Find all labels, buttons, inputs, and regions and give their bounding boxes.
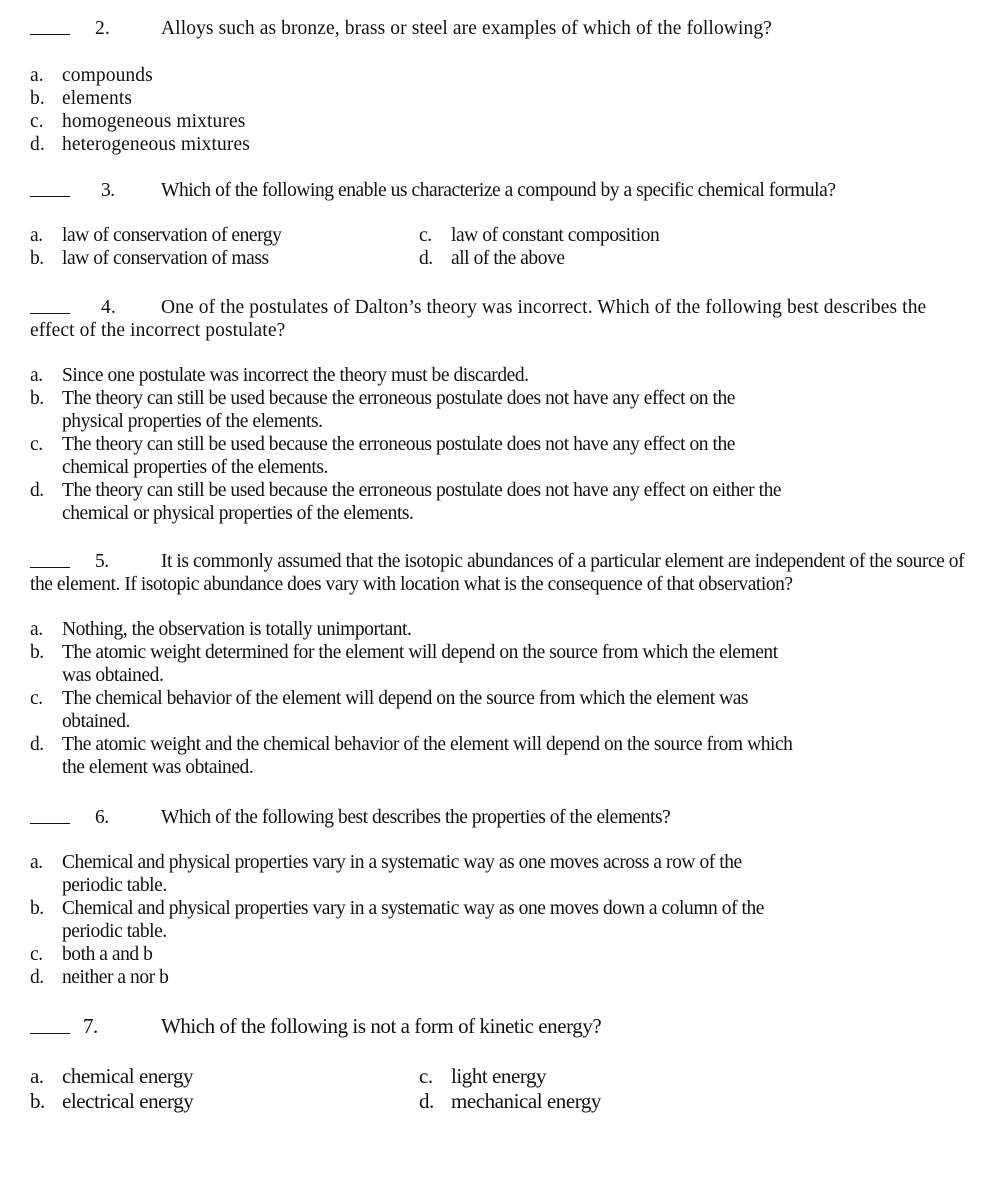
question-2 <box>30 17 970 156</box>
choice-d <box>30 733 800 779</box>
choice-letter: c. <box>419 1064 433 1088</box>
question-stem: Which of the following best describes the properties of the elements? <box>161 807 671 828</box>
choice-d <box>30 479 800 525</box>
choice-a <box>30 618 800 641</box>
choice-text: mechanical energy <box>451 1089 601 1113</box>
choice-letter: c. <box>419 225 432 246</box>
choice-c <box>419 1064 546 1089</box>
choice-letter: d. <box>30 967 44 988</box>
choice-letter: c. <box>30 688 43 709</box>
choice-text: light energy <box>451 1064 547 1088</box>
choice-text: law of conservation of energy <box>62 225 282 246</box>
choice-text: Nothing, the observation is totally unimportant. <box>62 619 412 640</box>
choice-d <box>419 247 565 270</box>
choice-text: The chemical behavior of the element will depend on the source from which the element was obtained. <box>62 688 749 732</box>
answer-choices <box>30 64 970 156</box>
choice-text: chemical energy <box>62 1064 194 1088</box>
choice-text: The theory can still be used because the erroneous postulate does not have any effect on the physical properties of the elements. <box>62 388 735 432</box>
choice-text: homogeneous mixtures <box>62 111 246 132</box>
question-stem-line <box>30 1014 970 1039</box>
question-stem: Which of the following enable us characterize a compound by a specific chemical formula? <box>161 180 836 201</box>
choice-b <box>30 897 800 943</box>
choice-b <box>30 1089 193 1114</box>
choice-letter: a. <box>30 852 43 873</box>
question-3 <box>30 179 970 270</box>
choice-d <box>30 966 800 989</box>
choice-letter: c. <box>30 111 44 132</box>
choice-letter: d. <box>419 248 433 269</box>
choice-c <box>30 433 800 479</box>
choice-b <box>30 247 269 270</box>
question-number: 3. <box>101 180 115 201</box>
choice-c <box>30 943 800 966</box>
choice-a <box>30 224 281 247</box>
choice-text: The theory can still be used because the erroneous postulate does not have any effect on either the chemical or physical properties of the elements. <box>62 480 782 524</box>
choice-b <box>30 87 970 110</box>
question-number: 5. <box>95 551 109 572</box>
choice-c <box>30 687 800 733</box>
question-4 <box>30 296 965 525</box>
question-6 <box>30 806 970 989</box>
choice-a <box>30 64 970 87</box>
choice-letter: a. <box>30 225 43 246</box>
answer-blank[interactable] <box>30 806 70 824</box>
choice-text: Chemical and physical properties vary in a systematic way as one moves down a column of the periodic table. <box>62 898 765 942</box>
question-5 <box>30 550 970 779</box>
choice-text: The atomic weight and the chemical behavior of the element will depend on the source from which the element was obtained. <box>62 734 793 778</box>
answer-blank[interactable] <box>30 296 70 314</box>
choice-letter: a. <box>30 65 44 86</box>
choice-text: The atomic weight determined for the element will depend on the source from which the element was obtained. <box>62 642 778 686</box>
question-stem: Which of the following is not a form of kinetic energy? <box>161 1014 602 1038</box>
question-number: 7. <box>83 1014 98 1038</box>
choice-letter: a. <box>30 365 43 386</box>
choice-text: elements <box>62 88 133 109</box>
choice-text: law of constant composition <box>451 225 660 246</box>
choice-letter: d. <box>30 480 44 501</box>
answer-blank[interactable] <box>30 17 70 35</box>
answer-blank[interactable] <box>30 1014 70 1034</box>
choice-b <box>30 387 800 433</box>
choice-letter: c. <box>30 944 43 965</box>
choice-letter: d. <box>30 134 45 155</box>
question-number: 6. <box>95 807 109 828</box>
choice-letter: b. <box>30 248 44 269</box>
choice-text: law of conservation of mass <box>62 248 269 269</box>
choice-letter: b. <box>30 88 45 109</box>
question-stem: It is commonly assumed that the isotopic abundances of a particular element are independent of the source of the element. If isotopic abundance does vary with location what is the consequence of that observation? <box>30 551 965 595</box>
choice-letter: c. <box>30 434 43 455</box>
choice-text: electrical energy <box>62 1089 194 1113</box>
answer-choices <box>30 851 800 989</box>
choice-text: The theory can still be used because the erroneous postulate does not have any effect on the chemical properties of the elements. <box>62 434 735 478</box>
choice-letter: d. <box>30 734 44 755</box>
choice-c <box>30 110 970 133</box>
choice-letter: d. <box>419 1089 434 1113</box>
choice-letter: a. <box>30 1064 44 1088</box>
choice-letter: b. <box>30 898 44 919</box>
choice-letter: b. <box>30 642 44 663</box>
choice-letter: b. <box>30 1089 45 1113</box>
question-stem-line <box>30 179 970 202</box>
choice-letter: a. <box>30 619 43 640</box>
choice-text: heterogeneous mixtures <box>62 134 250 155</box>
choice-text: both a and b <box>62 944 153 965</box>
answer-blank[interactable] <box>30 550 70 568</box>
choice-text: Chemical and physical properties vary in a systematic way as one moves across a row of the periodic table. <box>62 852 742 896</box>
question-stem-block <box>30 296 965 342</box>
choice-a <box>30 851 800 897</box>
answer-choices <box>30 224 970 270</box>
question-stem: Alloys such as bronze, brass or steel are examples of which of the following? <box>161 18 772 39</box>
answer-choices <box>30 618 800 779</box>
question-stem: One of the postulates of Dalton’s theory was incorrect. Which of the following best describes the effect of the incorrect postulate? <box>30 297 927 341</box>
choice-text: compounds <box>62 65 153 86</box>
choice-d <box>419 1089 601 1114</box>
choice-text: all of the above <box>451 248 565 269</box>
answer-blank[interactable] <box>30 179 70 197</box>
question-stem-line <box>30 806 970 829</box>
choice-a <box>30 1064 193 1089</box>
choice-letter: b. <box>30 388 44 409</box>
choice-text: neither a nor b <box>62 967 169 988</box>
question-number: 2. <box>95 18 110 39</box>
answer-choices <box>30 1064 970 1114</box>
question-7 <box>30 1014 970 1114</box>
choice-b <box>30 641 800 687</box>
choice-c <box>419 224 659 247</box>
answer-choices <box>30 364 800 525</box>
choice-d <box>30 133 970 156</box>
question-stem-line <box>30 17 970 40</box>
question-number: 4. <box>101 297 116 318</box>
choice-a <box>30 364 800 387</box>
choice-text: Since one postulate was incorrect the theory must be discarded. <box>62 365 529 386</box>
question-stem-block <box>30 550 970 596</box>
